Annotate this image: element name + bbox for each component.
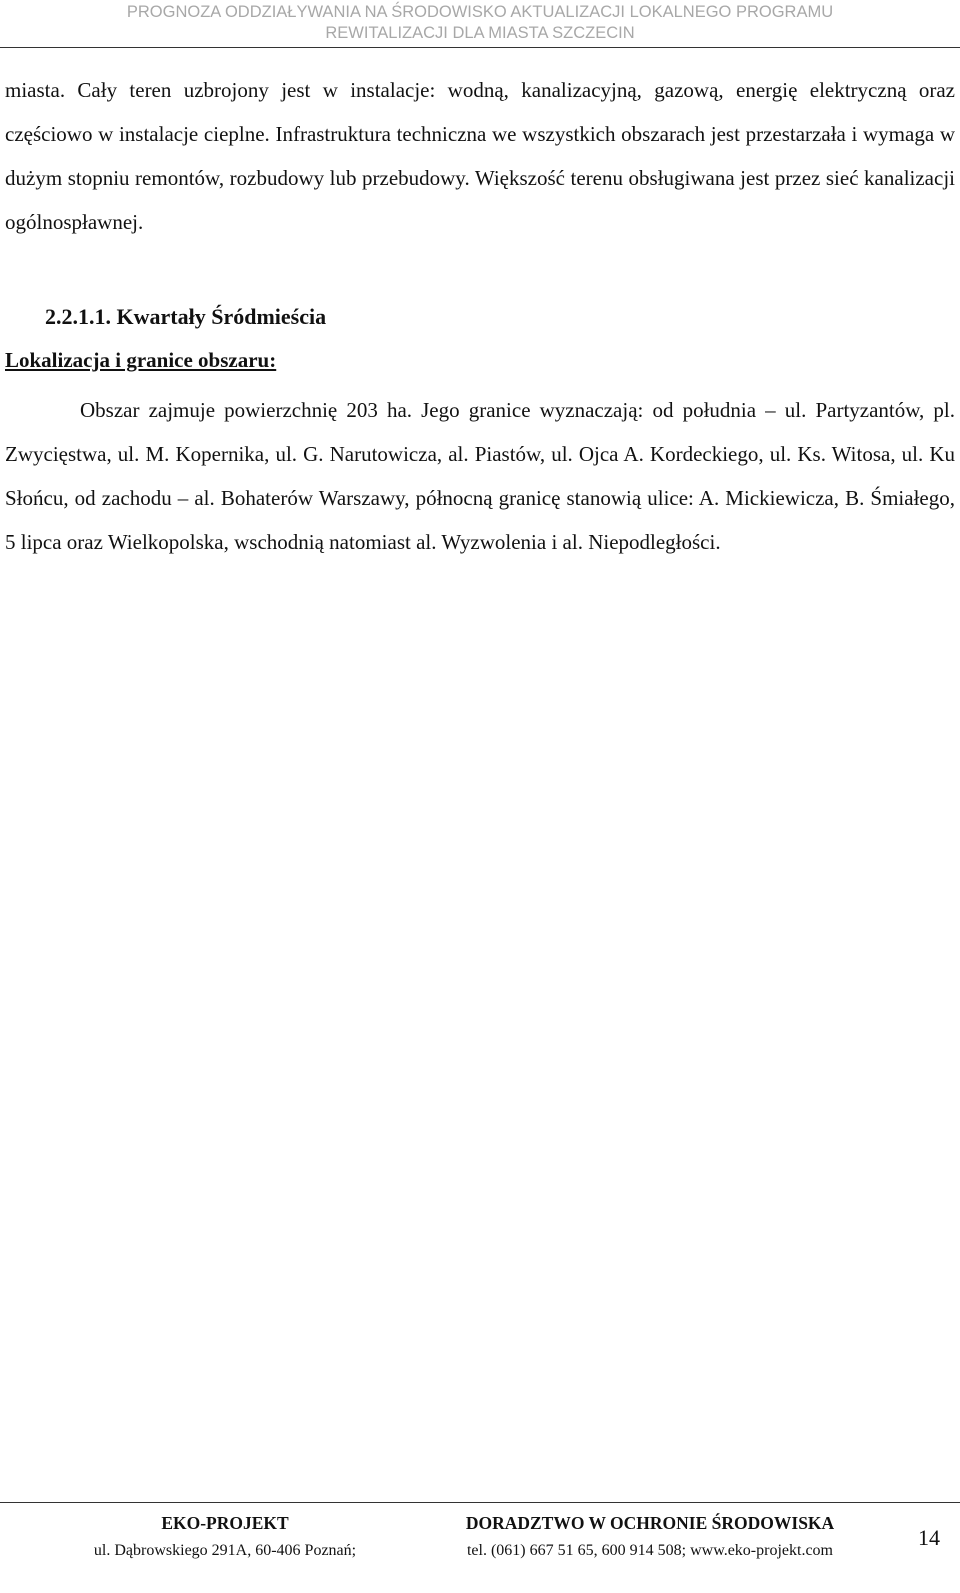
page-number: 14 [918,1525,940,1550]
subsection-heading: Lokalizacja i granice obszaru: [5,348,277,372]
footer-divider [0,1502,960,1503]
footer-contact: tel. (061) 667 51 65, 600 914 508; www.eko-projekt.com [466,1542,833,1559]
running-header [0,0,960,50]
header-divider [0,47,960,48]
footer-company-name: EKO-PROJEKT [161,1513,289,1533]
footer-service [430,1510,870,1564]
footer-company-address: ul. Dąbrowskiego 291A, 60-406 Poznań; [93,1542,357,1559]
paragraph-infrastructure: miasta. Cały teren uzbrojony jest w instalacje: wodną, kanalizacyjną, gazową, energię elektryczną oraz częściowo w instalacje cieplne. Infrastruktura techniczna we wszystkich obszarach jest przestarzała i wymaga w dużym stopniu remontów, rozbudowy lub przebudowy. Większość terenu obsługiwana jest przez sieć kanalizacji ogólnospławnej. [5,78,955,234]
paragraph-boundaries: Obszar zajmuje powierzchnię 203 ha. Jego granice wyznaczają: od południa – ul. Partyzantów, pl. Zwycięstwa, ul. M. Kopernika, ul. G. Narutowicza, al. Piastów, ul. Ojca A. Kordeckiego, ul. Ks. Witosa, ul. Ku Słońcu, od zachodu – al. Bohaterów Warszawy, północną granicę stanowią ulice: A. Mickiewicza, B. Śmiałego, 5 lipca oraz Wielkopolska, wschodnią natomiast al. Wyzwolenia i al. Niepodległości. [5,398,955,554]
running-header-line-1: PROGNOZA ODDZIAŁYWANIA NA ŚRODOWISKO AKTUALIZACJI LOKALNEGO PROGRAMU [126,3,834,21]
footer-service-name: DORADZTWO W OCHRONIE ŚRODOWISKA [465,1513,835,1533]
section-heading: 2.2.1.1. Kwartały Śródmieścia [45,304,327,329]
footer-company [60,1510,390,1564]
running-header-line-2: REWITALIZACJI DLA MIASTA SZCZECIN [325,24,635,42]
